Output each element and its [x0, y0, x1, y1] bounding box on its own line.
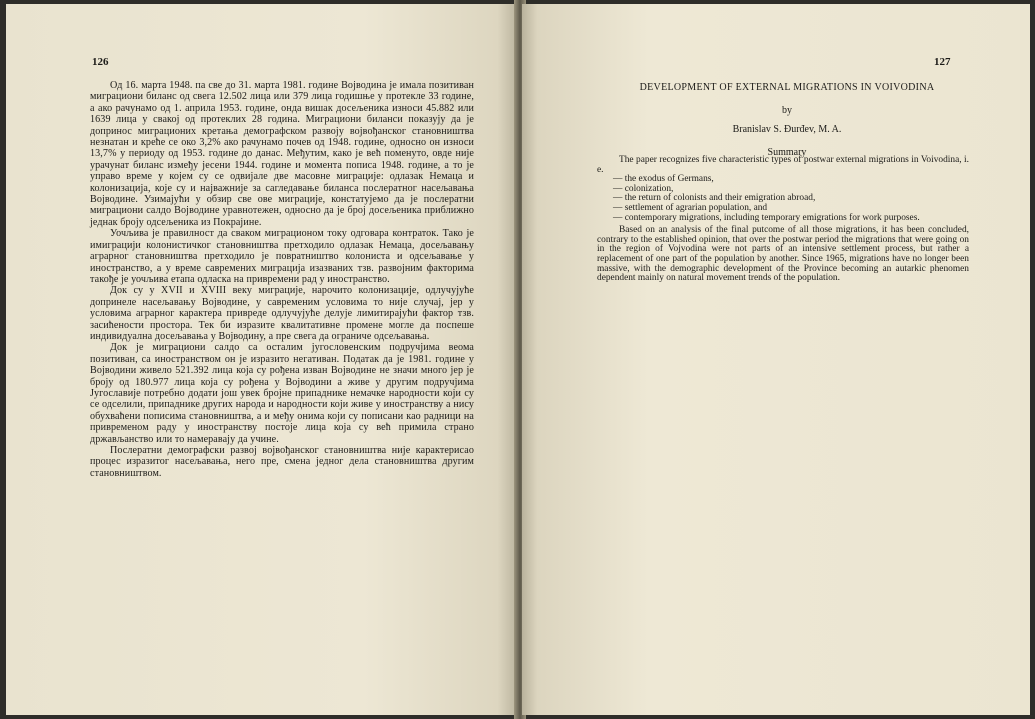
page-number: 126 — [92, 56, 109, 68]
paragraph: Послератни демографски развој војвођанског становништва није карактерисао процес изразитог насељавања, него пре, смена једног дела становништва другим становништвом. — [90, 445, 474, 479]
list-item: — colonization, — [613, 185, 969, 195]
byline: by — [782, 105, 792, 116]
right-page — [522, 4, 1030, 715]
article-header — [612, 82, 962, 158]
paragraph: Од 16. марта 1948. па све до 31. марта 1981. године Војводина је имала позитиван миграциони биланс од свега 12.502 лица или 379 лица годишње у протекле 33 године, а ако рачунамо од 1. априла 1953. године, онда вишак досељеника износи 45.882 или 1639 лица у свакој од протеклих 28 година. Миграциони биланси показују да је допринос миграционих кретања демографском развоју војвођанског становништва незнатан и креће се око 3,2% ако рачунамо почев од 1948. године, односно он износи 13,7% у периоду од 1953. године до данас. Међутим, како је већ поменуто, овде није урачунат биланс између јесени 1944. године и момента пописа 1948. године, а то је управо време у којем су се одвијале две масовне миграције: одлазак Немаца и колонизација, које су и најважније за сагледавање биланса послератног насељавања Војводине. Узимајући у обзир све ове миграције, констатујемо да је послератни миграциони салдо Војводине уравнотежен, односно да је број досељеника приближно једнак броју одсељеника из Покрајине. — [90, 80, 474, 228]
body-text — [90, 80, 474, 479]
paragraph: Док су у XVII и XVIII веку миграције, нарочито колонизације, одлучујуће допринеле насељавању Војводине, у савременим условима то није случај, јер у условима аграрног карактера привреде одлучујуће делује лимитирајући фактор тзв. засићености простора. Тек би изразите квалитативне промене могле да поспеше индивидуална досељавања у Војводину, а пре свега да ограниче одсељавања. — [90, 285, 474, 342]
summary-intro: The paper recognizes five characteristic types of postwar external migrations in Voivodina, i. e. — [597, 155, 969, 175]
migration-types-list — [597, 175, 969, 223]
list-item: — settlement of agrarian population, and — [613, 204, 969, 214]
summary-heading: Summary — [767, 147, 807, 158]
summary-paragraph: Based on an analysis of the final putcome of all those migrations, it has been concluded, contrary to the established opinion, that over the postwar period the migrations that were going on in the region of Vojvodina were not parts of an intensive settlement process, but rather a replacement of one part of the population by another. Since 1965, migrations have no longer been massive, with the demographic development of the Province becoming an autarkic phenomen dependent mainly on natural movement trends of the population. — [597, 225, 969, 284]
article-title: DEVELOPMENT OF EXTERNAL MIGRATIONS IN VOIVODINA — [639, 82, 935, 93]
paragraph: Док је миграциони салдо са осталим југословенским подручјима веома позитиван, са иностранством он је изразито негативан. Податак да је 1981. године у Војводини живело 521.392 лица која су рођена изван Војводине не значи много јер је броју од 180.977 лица која су рођена у Војводини а живе у другим подручјима Југославије потребно додати још увек бројне припаднике немачке народности који су се одселили, припаднике других народа и народности који живе у иностранству а нису обухваћени пописима становништва, а и међу онима који су пописани као радници на привременом раду у иностранству постоје лица која су већ примила страно држављанство или то намеравају да учине. — [90, 342, 474, 445]
author-name: Branislav S. Đurđev, M. A. — [732, 124, 842, 135]
list-item: — the exodus of Germans, — [613, 175, 969, 185]
paragraph: Уочљива је правилност да сваком миграционом току одговара контраток. Тако је имиграцији колонистичког становништва претходило одлазак Немаца, досељавању аграрног становништва претходило је повратништво колониста и одсељавање у иностранство, а у време савремених миграција изазваних тзв. развојним факторима такође је уочљива етапа одласка на привремени рад у иностранство. — [90, 228, 474, 285]
page-number: 127 — [934, 56, 951, 68]
list-item: — the return of colonists and their emigration abroad, — [613, 194, 969, 204]
list-item: — contemporary migrations, including temporary emigrations for work purposes. — [613, 214, 969, 224]
left-page — [6, 4, 518, 715]
summary-body — [597, 156, 969, 284]
